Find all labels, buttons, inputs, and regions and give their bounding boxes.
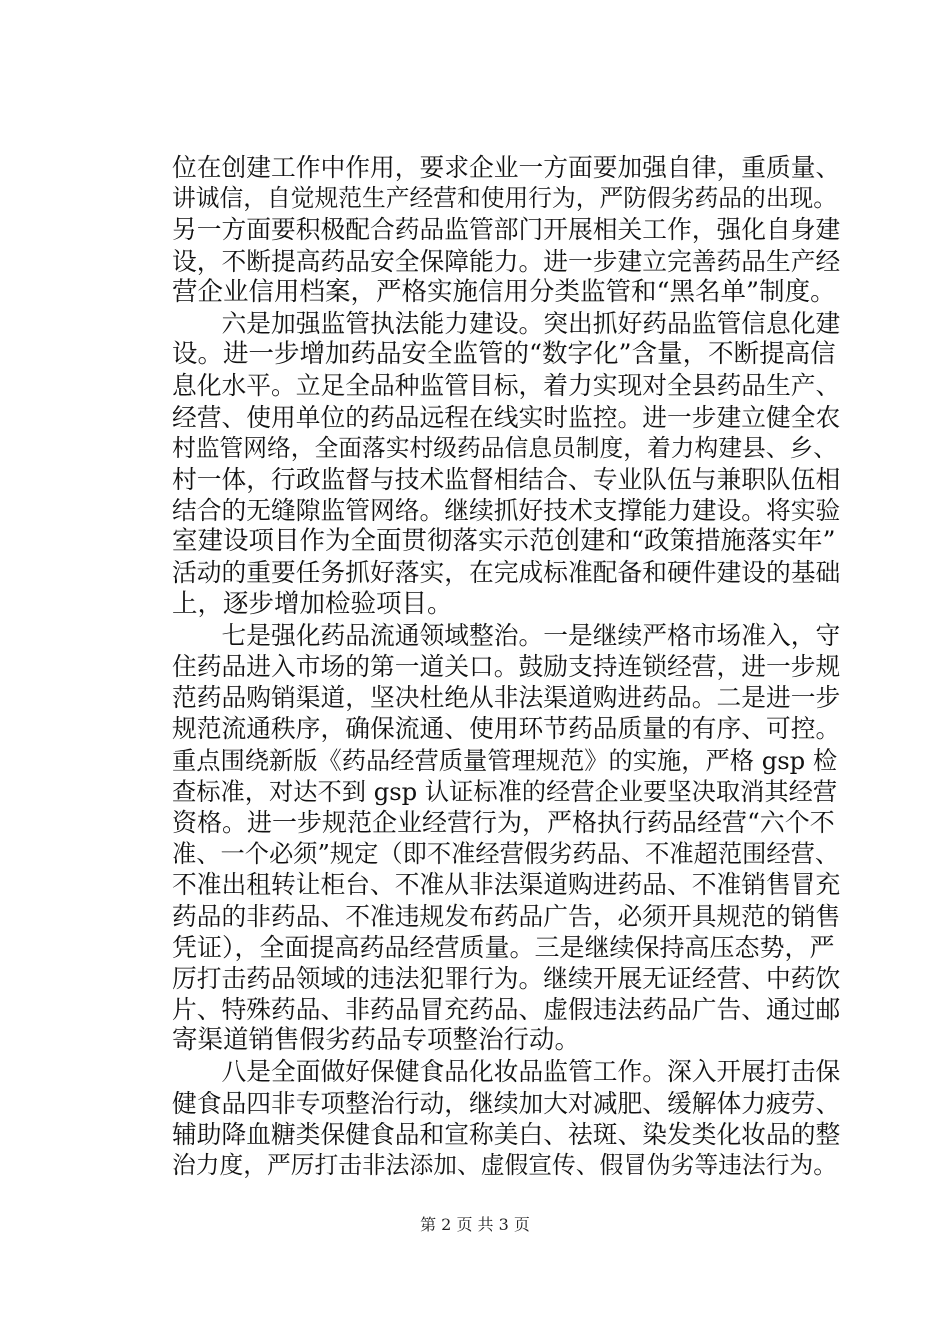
text-line: 辅助降血糖类保健食品和宣称美白、祛斑、染发类化妆品的整 [172,1119,841,1149]
text-line: 讲诚信，自觉规范生产经营和使用行为，严防假劣药品的出现。 [172,184,838,213]
text-line: 治力度，严厉打击非法添加、虚假宣传、假冒伪劣等违法行为。 [172,1151,838,1179]
text-line: 村监管网络，全面落实村级药品信息员制度，着力构建县、乡、 [172,433,838,462]
text-line: 重点围绕新版《药品经营质量管理规范》的实施，严格 gsp 检 [172,745,838,775]
text-line: 息化水平。立足全品种监管目标，着力实现对全县药品生产、 [172,371,841,401]
text-line: 规范流通秩序，确保流通、使用环节药品质量的有序、可控。 [172,714,841,744]
text-line: 凭证），全面提高药品经营质量。三是继续保持高压态势，严 [172,932,835,962]
text-line: 营企业信用档案，严格实施信用分类监管和“黑名单”制度。 [172,276,836,307]
text-line: 七是强化药品流通领域整治。一是继续严格市场准入，守 [172,620,841,650]
text-line: 资格。进一步规范企业经营行为，严格执行药品经营“六个不 [172,807,835,837]
text-line: 片、特殊药品、非药品冒充药品、虚假违法药品广告、通过邮 [172,995,841,1025]
text-line: 位在创建工作中作用，要求企业一方面要加强自律，重质量、 [172,153,841,182]
text-line: 寄渠道销售假劣药品专项整治行动。 [172,1025,581,1056]
text-line: 住药品进入市场的第一道关口。鼓励支持连锁经营，进一步规 [172,652,841,681]
text-line: 八是全面做好保健食品化妆品监管工作。深入开展打击保 [172,1057,841,1087]
text-line: 村一体，行政监督与技术监督相结合、专业队伍与兼职队伍相 [172,464,841,494]
text-line: 设，不断提高药品安全保障能力。进一步建立完善药品生产经 [172,246,841,276]
text-line: 室建设项目作为全面贯彻落实示范创建和“政策措施落实年” [172,526,836,557]
text-line: 另一方面要积极配合药品监管部门开展相关工作，强化自身建 [172,215,841,245]
text-line: 活动的重要任务抓好落实，在完成标准配备和硬件建设的基础 [172,558,841,588]
text-line: 设。进一步增加药品安全监管的“数字化”含量，不断提高信 [172,339,836,370]
text-line: 结合的无缝隙监管网络。继续抓好技术支撑能力建设。将实验 [172,496,841,526]
text-line: 经营、使用单位的药品远程在线实时监控。进一步建立健全农 [172,402,841,432]
page-footer: 第 2 页 共 3 页 [420,1215,530,1234]
text-line: 查标准，对达不到 gsp 认证标准的经营企业要坚决取消其经营 [172,776,838,806]
text-line: 厉打击药品领域的违法犯罪行为。继续开展无证经营、中药饮 [172,963,841,993]
text-line: 上，逐步增加检验项目。 [172,588,453,619]
text-line: 健食品四非专项整治行动，继续加大对减肥、缓解体力疲劳、 [172,1088,841,1118]
body-text [172,152,841,1181]
text-line: 范药品购销渠道，坚决杜绝从非法渠道购进药品。二是进一步 [172,683,841,713]
text-line: 药品的非药品、不准违规发布药品广告，必须开具规范的销售 [172,901,841,931]
text-line: 六是加强监管执法能力建设。突出抓好药品监管信息化建 [172,308,841,338]
text-line: 准、一个必须”规定（即不准经营假劣药品、不准超范围经营、 [172,839,840,869]
text-line: 不准出租转让柜台、不准从非法渠道购进药品、不准销售冒充 [172,870,841,900]
